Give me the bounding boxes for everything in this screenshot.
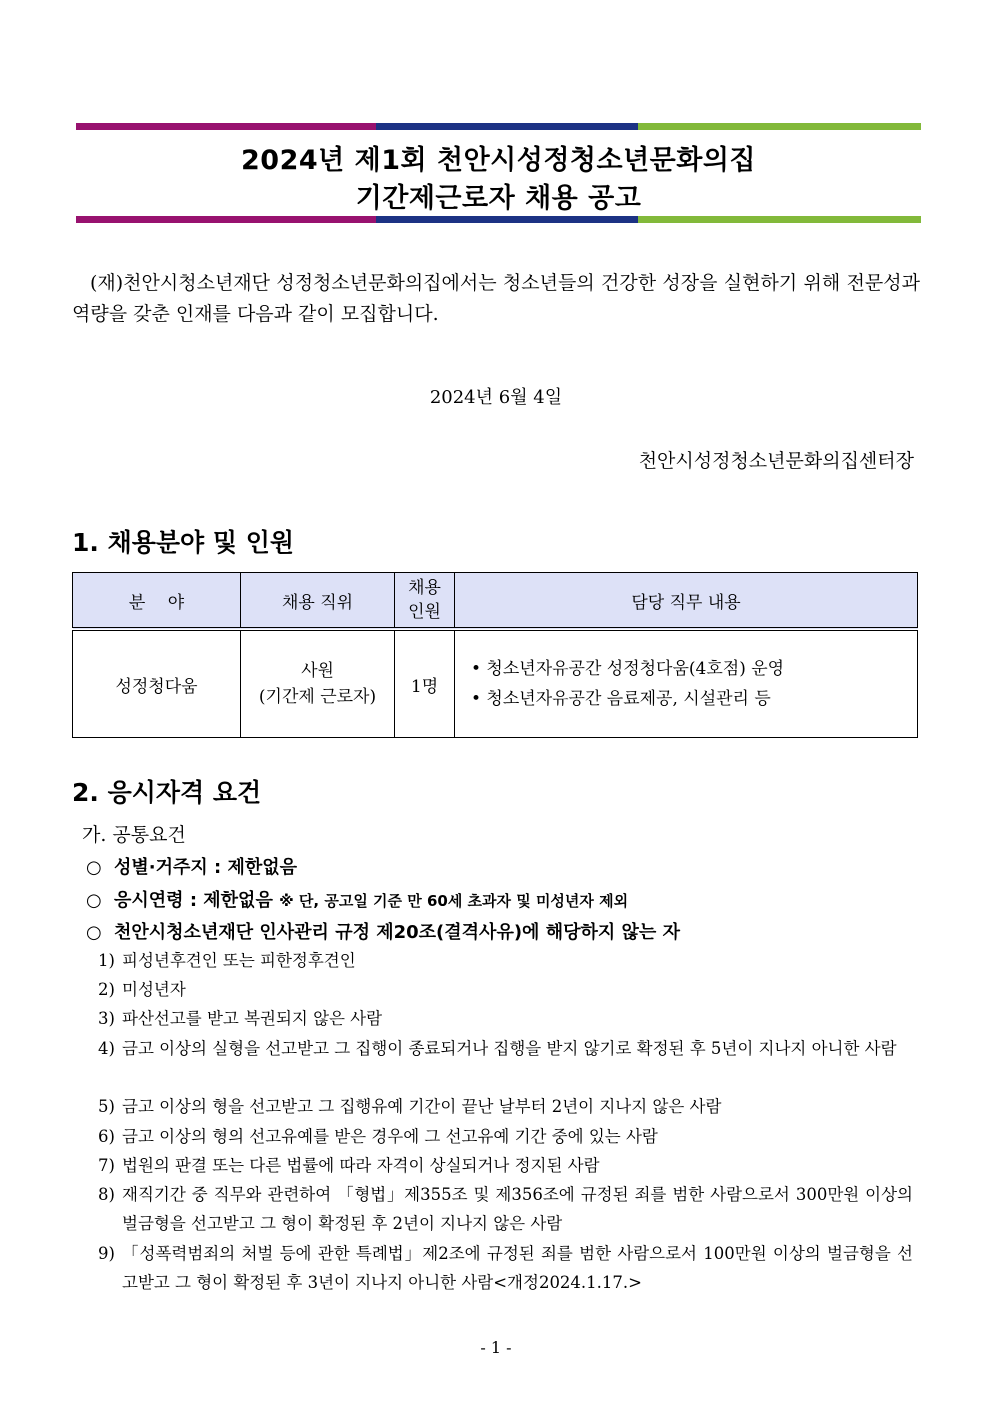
item-text: 피성년후견인 또는 피한정후견인 <box>122 951 356 970</box>
item-number: 2) <box>98 980 115 999</box>
table-row <box>73 629 918 738</box>
cell-count: 1명 <box>395 629 455 738</box>
header-duties: 담당 직무 내용 <box>455 573 918 630</box>
list-item <box>98 1034 913 1063</box>
circle-bullet-icon: ○ <box>86 857 102 878</box>
bar-segment-magenta <box>76 123 376 130</box>
bar-segment-green <box>638 123 921 130</box>
item-text: 「성폭력범죄의 처벌 등에 관한 특례법」제2조에 규정된 죄를 범한 사람으로서 100만원 이상의 벌금형을 선고받고 그 형이 확정된 후 3년이 지나지 아니한 사람<개정2024.1.17.> <box>122 1244 913 1292</box>
list-item <box>98 975 913 1004</box>
item-text: 법원의 판결 또는 다른 법률에 따라 자격이 상실되거나 정지된 사람 <box>122 1156 600 1175</box>
condition-text: 응시연령 : 제한없음 <box>114 890 273 911</box>
item-text: 금고 이상의 형을 선고받고 그 집행유예 기간이 끝난 날부터 2년이 지나지 않은 사람 <box>122 1097 722 1116</box>
item-number: 5) <box>98 1097 115 1116</box>
list-item <box>98 1004 913 1033</box>
item-text: 금고 이상의 실형을 선고받고 그 집행이 종료되거나 집행을 받지 않기로 확정된 후 5년이 지나지 아니한 사람 <box>122 1039 897 1058</box>
top-color-bar <box>76 123 921 130</box>
item-number: 3) <box>98 1009 115 1028</box>
bar-segment-magenta <box>76 216 376 223</box>
list-item <box>98 1092 913 1121</box>
signatory: 천안시성정청소년문화의집센터장 <box>638 450 914 472</box>
header-field: 분 야 <box>73 573 241 630</box>
intro-paragraph: (재)천안시청소년재단 성정청소년문화의집에서는 청소년들의 건강한 성장을 실현하기 위해 전문성과 역량을 갖춘 인재를 다음과 같이 모집합니다. <box>72 272 920 325</box>
header-count <box>395 573 455 630</box>
condition-text: 성별·거주지 : 제한없음 <box>114 857 298 878</box>
recruitment-table <box>72 572 918 738</box>
list-item <box>98 1122 913 1151</box>
condition-age-note: ※ 단, 공고일 기준 만 60세 초과자 및 미성년자 제외 <box>279 892 629 910</box>
bar-segment-navy <box>376 216 638 223</box>
condition-gender-residence <box>86 853 297 879</box>
item-text: 미성년자 <box>122 980 186 999</box>
page-title-line2: 기간제근로자 채용 공고 <box>355 183 642 214</box>
bar-segment-green <box>638 216 921 223</box>
item-number: 4) <box>98 1039 115 1058</box>
item-number: 7) <box>98 1156 115 1175</box>
section1-title: 1. 채용분야 및 인원 <box>72 528 295 557</box>
subheading-common: 가. 공통요건 <box>82 824 186 846</box>
cell-duties <box>455 629 918 738</box>
cell-position-line1: 사원 <box>301 661 334 681</box>
item-number: 6) <box>98 1127 115 1146</box>
circle-bullet-icon: ○ <box>86 922 102 943</box>
duty-item: • 청소년자유공간 성정청다움(4호점) 운영 <box>471 659 785 679</box>
item-number: 9) <box>98 1244 115 1263</box>
item-number: 8) <box>98 1185 115 1204</box>
circle-bullet-icon: ○ <box>86 890 102 911</box>
list-item <box>98 946 913 975</box>
list-item <box>98 1239 913 1297</box>
header-count-line2: 인원 <box>408 602 441 622</box>
duty-item: • 청소년자유공간 음료제공, 시설관리 등 <box>471 689 771 709</box>
condition-text: 천안시청소년재단 인사관리 규정 제20조(결격사유)에 해당하지 않는 자 <box>114 922 680 943</box>
header-position: 채용 직위 <box>241 573 395 630</box>
cell-field: 성정청다움 <box>73 629 241 738</box>
condition-disqualification <box>86 918 680 944</box>
item-text: 파산선고를 받고 복권되지 않은 사람 <box>122 1009 383 1028</box>
item-number: 1) <box>98 951 115 970</box>
table-header-row <box>73 573 918 630</box>
list-item <box>98 1180 913 1238</box>
cell-position <box>241 629 395 738</box>
list-item <box>98 1151 913 1180</box>
item-text: 금고 이상의 형의 선고유예를 받은 경우에 그 선고유예 기간 중에 있는 사람 <box>122 1127 658 1146</box>
item-text: 재직기간 중 직무와 관련하여 「형법」제355조 및 제356조에 규정된 죄를 범한 사람으로서 300만원 이상의 벌금형을 선고받고 그 형이 확정된 후 2년이 지나지 않은 사람 <box>122 1185 913 1233</box>
page-title-line1: 2024년 제1회 천안시성정청소년문화의집 <box>241 145 756 176</box>
section2-title: 2. 응시자격 요건 <box>72 778 262 807</box>
announcement-date: 2024년 6월 4일 <box>429 387 563 408</box>
page-number: - 1 - <box>480 1338 512 1357</box>
header-count-line1: 채용 <box>408 578 441 598</box>
bottom-color-bar <box>76 216 921 223</box>
bar-segment-navy <box>376 123 638 130</box>
condition-age <box>86 886 628 912</box>
cell-position-line2: (기간제 근로자) <box>258 687 377 707</box>
